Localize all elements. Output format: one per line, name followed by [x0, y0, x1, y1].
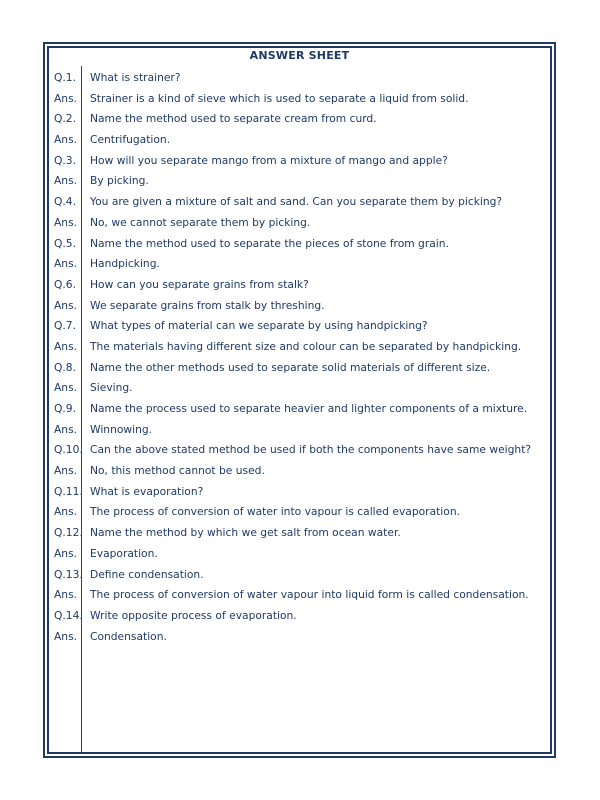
row-text: We separate grains from stalk by threshing. [90, 298, 325, 312]
answer-row [54, 544, 546, 565]
row-label: Ans. [54, 464, 78, 478]
row-label: Q.12. [54, 526, 83, 540]
row-label: Ans. [54, 505, 78, 519]
row-label: Ans. [54, 298, 78, 312]
answer-row [54, 502, 546, 523]
row-label: Q.7. [54, 319, 77, 333]
row-label: Q.9. [54, 402, 77, 415]
row-text: Winnowing. [90, 422, 153, 436]
row-text: What is evaporation? [90, 484, 204, 498]
row-text: No, we cannot separate them by picking. [90, 215, 311, 229]
answer-row [54, 378, 546, 399]
row-text: Condensation. [90, 629, 167, 643]
row-label: Q.3. [54, 153, 77, 167]
row-label: Ans. [54, 174, 78, 188]
row-label: Ans. [54, 629, 78, 643]
row-text: The process of conversion of water into vapour is called evaporation. [90, 505, 460, 519]
row-text: Define condensation. [90, 567, 204, 581]
row-text: By picking. [90, 174, 149, 188]
row-label: Ans. [54, 422, 78, 436]
row-label: Q.13. [54, 567, 83, 581]
question-row [54, 399, 546, 420]
row-label: Q.2. [54, 112, 77, 126]
row-label: Ans. [54, 381, 78, 395]
row-label: Q.1. [54, 71, 77, 84]
question-row [54, 68, 546, 89]
row-text: Name the method used to separate cream from curd. [90, 112, 377, 126]
question-row [54, 151, 546, 172]
answer-row [54, 254, 546, 275]
row-label: Q.5. [54, 236, 77, 250]
question-row [54, 275, 546, 296]
answer-row [54, 213, 546, 234]
answer-row [54, 585, 546, 606]
row-text: How will you separate mango from a mixture of mango and apple? [90, 153, 448, 167]
answer-row [54, 171, 546, 192]
row-text: What is strainer? [90, 71, 181, 84]
answer-row [54, 130, 546, 151]
row-text: Handpicking. [90, 257, 160, 271]
row-label: Q.8. [54, 360, 77, 374]
row-text: Write opposite process of evaporation. [90, 608, 297, 622]
answer-row [54, 89, 546, 110]
row-label: Ans. [54, 339, 78, 353]
row-text: What types of material can we separate by using handpicking? [90, 319, 428, 333]
question-row [54, 482, 546, 503]
row-label: Ans. [54, 91, 78, 105]
row-label: Ans. [54, 546, 78, 560]
row-text: Strainer is a kind of sieve which is used to separate a liquid from solid. [90, 91, 469, 105]
row-label: Q.10. [54, 443, 83, 457]
row-label: Ans. [54, 133, 78, 147]
row-label: Ans. [54, 588, 78, 602]
row-text: Centrifugation. [90, 133, 171, 147]
question-row [54, 316, 546, 337]
row-text: The materials having different size and colour can be separated by handpicking. [90, 339, 522, 353]
answer-row [54, 420, 546, 441]
row-label: Q.6. [54, 277, 77, 291]
question-row [54, 358, 546, 379]
row-text: Name the method by which we get salt from ocean water. [90, 526, 401, 540]
row-text: How can you separate grains from stalk? [90, 277, 309, 291]
answer-row [54, 296, 546, 317]
question-row [54, 192, 546, 213]
row-text: Name the other methods used to separate solid materials of different size. [90, 360, 491, 374]
question-row [54, 440, 546, 461]
question-row [54, 234, 546, 255]
row-text: No, this method cannot be used. [90, 464, 265, 478]
question-row [54, 109, 546, 130]
answer-row [54, 461, 546, 482]
qa-list [54, 68, 546, 647]
row-text: You are given a mixture of salt and sand. Can you separate them by picking? [90, 195, 503, 209]
question-row [54, 606, 546, 627]
page-title: ANSWER SHEET [249, 49, 350, 62]
row-text: Name the method used to separate the pieces of stone from grain. [90, 236, 449, 250]
question-row [54, 565, 546, 586]
question-row [54, 523, 546, 544]
row-text: Sieving. [90, 381, 133, 395]
row-text: The process of conversion of water vapour into liquid form is called condensation. [90, 588, 529, 602]
row-label: Q.4. [54, 195, 77, 209]
row-label: Ans. [54, 215, 78, 229]
row-label: Ans. [54, 257, 78, 271]
row-label: Q.11. [54, 484, 83, 498]
row-text: Can the above stated method be used if both the components have same weight? [90, 443, 532, 457]
row-text: Evaporation. [90, 546, 158, 560]
row-text: Name the process used to separate heavier and lighter components of a mixture. [90, 402, 528, 415]
answer-row [54, 337, 546, 358]
answer-row [54, 627, 546, 648]
row-label: Q.14. [54, 608, 83, 622]
